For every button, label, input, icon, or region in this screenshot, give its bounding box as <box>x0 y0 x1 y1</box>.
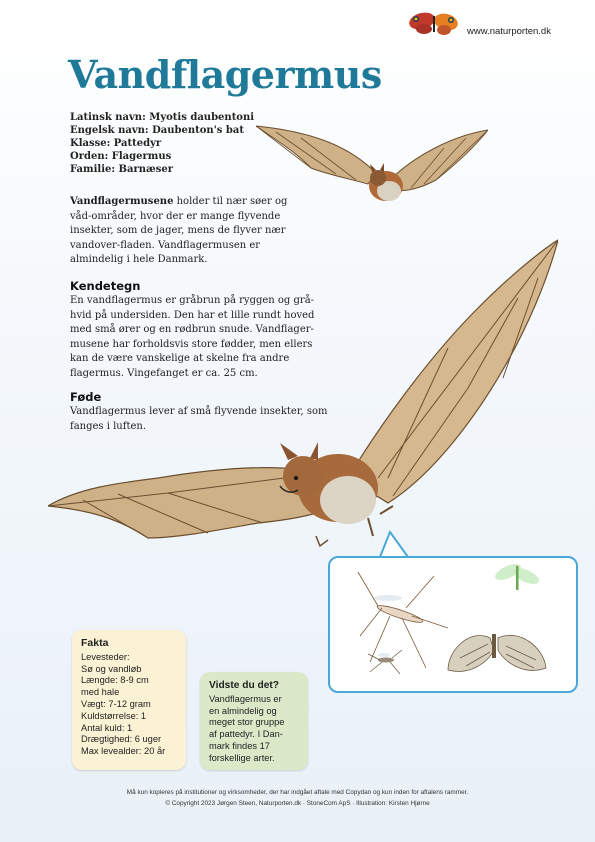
info-latin-name: Latinsk navn: Myotis daubentoni <box>70 112 255 123</box>
did-you-know-title: Vidste du det? <box>209 680 279 691</box>
intro-text: holder til nær søer og våd-områder, hvor der er mange flyvende insekter, som de jager, mens de flyver nær vandover-fladen. Vandflagermusen er almindelig i hele Danmark. <box>70 196 288 265</box>
section-text-foede: Vandflagermus lever af små flyvende insekter, som fanges i luften. <box>70 406 328 432</box>
page-title: Vandflagermus <box>68 52 382 97</box>
moth-icon <box>448 634 546 671</box>
facts-title: Fakta <box>81 637 109 649</box>
fact-line: Max levealder: 20 år <box>81 746 166 757</box>
info-class: Klasse: Pattedyr <box>70 138 162 149</box>
fact-line: Drægtighed: 6 uger <box>81 734 162 745</box>
section-heading-foede: Føde <box>70 390 102 404</box>
did-you-know-line: en almindelig og <box>209 705 277 716</box>
intro-bold: Vandflagermusene <box>70 196 174 207</box>
footer-copyright: © Copyright 2023 Jørgen Steen, Naturporten.dk · StoneCom ApS · Illustration: Kirsten Hjørne <box>165 800 430 807</box>
did-you-know-line: af pattedyr. I Dan- <box>209 729 283 740</box>
species-info <box>70 111 254 176</box>
info-family: Familie: Barnæser <box>70 164 174 175</box>
fact-line: med hale <box>81 687 120 698</box>
butterfly-icon <box>404 10 464 36</box>
fact-line: Kuldstørrelse: 1 <box>81 710 147 721</box>
bat-illustration-large <box>48 238 558 558</box>
facts-box <box>72 630 186 770</box>
footer-license: Må kun kopieres på institutioner og virksomheder, der har indgået aftale med Copydan og kun inden for aftalens rammer. <box>126 789 469 796</box>
site-url[interactable]: www.naturporten.dk <box>467 26 551 37</box>
info-order: Orden: Flagermus <box>70 151 172 162</box>
fact-line: Vægt: 7-12 gram <box>81 698 151 709</box>
did-you-know-line: Vandflagermus er <box>209 693 282 704</box>
mosquito-icon <box>368 650 402 674</box>
fact-line: Længde: 8-9 cm <box>81 675 149 686</box>
fact-line: Antal kuld: 1 <box>81 722 133 733</box>
did-you-know-line: meget stor gruppe <box>209 717 285 728</box>
info-english-name: Engelsk navn: Daubenton's bat <box>70 125 244 136</box>
did-you-know-line: forskellige arter. <box>209 752 275 763</box>
section-text-kendetegn: En vandflagermus er gråbrun på ryggen og grå-hvid på undersiden. Den har et lille rundt hoved med små ører og en rødbrun snude. Vandflager-musene har forholdsvis store fødder, men ellers kan de være vanskelige at skelne fra andre flagermus. Vingefanget er ca. 25 cm. <box>70 295 315 379</box>
insects-illustration <box>330 558 576 691</box>
fact-line: Sø og vandløb <box>81 663 142 674</box>
fact-line: Levesteder: <box>81 651 130 662</box>
lacewing-icon <box>493 561 541 590</box>
did-you-know-box <box>200 672 308 770</box>
section-heading-kendetegn: Kendetegn <box>70 279 141 293</box>
did-you-know-line: mark findes 17 <box>209 740 270 751</box>
bat-illustration-small <box>256 118 488 228</box>
